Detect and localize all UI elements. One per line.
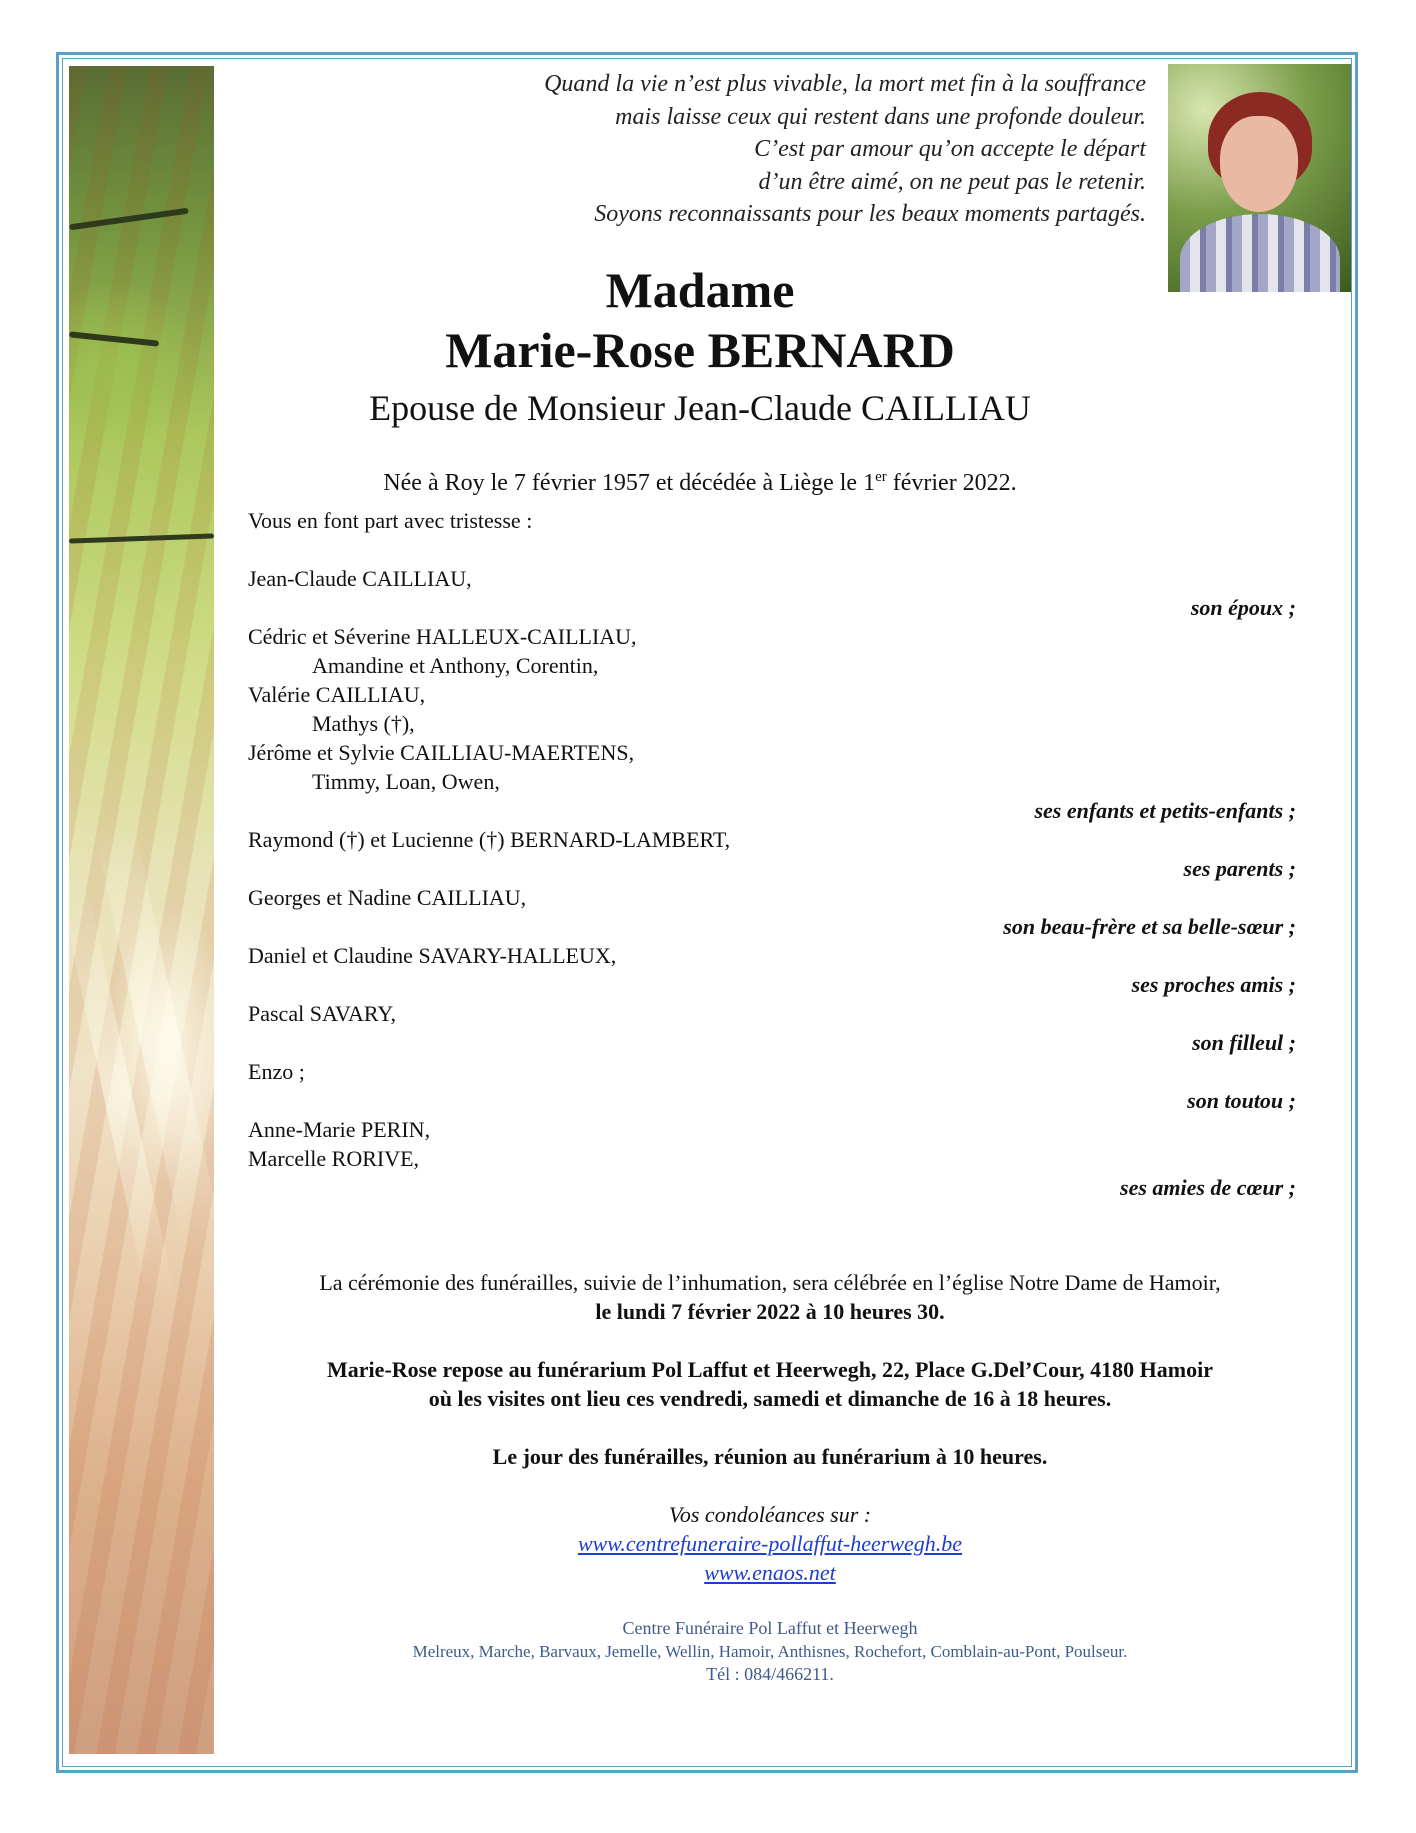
ceremony-block xyxy=(230,1268,1310,1587)
funeral-center-link[interactable]: www.centrefuneraire-pollaffut-heerwegh.be xyxy=(577,1531,963,1556)
poem-line: C’est par amour qu’on accepte le départ xyxy=(754,136,1146,162)
family-intro: Vous en font part avec tristesse : xyxy=(248,508,533,533)
dates-text: Née à Roy le 7 février 1957 et décédée à Liège le 1 xyxy=(383,470,876,496)
portrait-photo xyxy=(1168,64,1351,292)
birth-death-dates xyxy=(230,462,1170,498)
family-member-line: Amandine et Anthony, Corentin, xyxy=(312,653,599,678)
visits-line: où les visites ont lieu ces vendredi, samedi et dimanche de 16 à 18 heures. xyxy=(428,1386,1112,1411)
family-relation: son beau-frère et sa belle-sœur ; xyxy=(1003,914,1296,939)
poem-line: Soyons reconnaissants pour les beaux moments partagés. xyxy=(594,201,1146,227)
poem xyxy=(346,68,1146,231)
family-member-line: Pascal SAVARY, xyxy=(248,1001,396,1026)
ceremony-date: le lundi 7 février 2022 à 10 heures 30. xyxy=(595,1299,945,1324)
enaos-link[interactable]: www.enaos.net xyxy=(704,1560,836,1585)
family-member-line: Jean-Claude CAILLIAU, xyxy=(248,566,472,591)
family-member-line: Georges et Nadine CAILLIAU, xyxy=(248,885,527,910)
family-relation: ses parents ; xyxy=(1183,856,1296,881)
meeting-line: Le jour des funérailles, réunion au funérarium à 10 heures. xyxy=(492,1444,1048,1469)
family-list xyxy=(248,506,1296,1202)
family-member-line: Marcelle RORIVE, xyxy=(248,1146,420,1171)
family-relation: son filleul ; xyxy=(1192,1030,1296,1055)
footer-phone: Tél : 084/466211. xyxy=(706,1664,834,1684)
family-member-line: Anne-Marie PERIN, xyxy=(248,1117,431,1142)
family-relation: ses amies de cœur ; xyxy=(1120,1175,1296,1200)
footer-company: Centre Funéraire Pol Laffut et Heerwegh xyxy=(622,1618,918,1638)
dates-superscript: er xyxy=(875,469,887,485)
family-member-line: Cédric et Séverine HALLEUX-CAILLIAU, xyxy=(248,624,637,649)
ceremony-line: La cérémonie des funérailles, suivie de l’inhumation, sera célébrée en l’église Notre Dame de Hamoir, xyxy=(319,1270,1221,1295)
family-relation: son toutou ; xyxy=(1187,1088,1296,1113)
forest-path-image xyxy=(69,66,214,1754)
dates-text-end: février 2022. xyxy=(886,470,1017,496)
poem-line: d’un être aimé, on ne peut pas le retenir. xyxy=(758,168,1146,195)
spouse-line: Epouse de Monsieur Jean-Claude CAILLIAU xyxy=(369,388,1031,428)
deceased-name: Marie-Rose BERNARD xyxy=(445,322,955,378)
family-member-line: Daniel et Claudine SAVARY-HALLEUX, xyxy=(248,943,617,968)
family-member-line: Jérôme et Sylvie CAILLIAU-MAERTENS, xyxy=(248,740,635,765)
family-member-line: Mathys (†), xyxy=(312,711,415,736)
funerarium-line: Marie-Rose repose au funérarium Pol Laffut et Heerwegh, 22, Place G.Del’Cour, 4180 Hamoir xyxy=(327,1357,1213,1382)
family-member-line: Valérie CAILLIAU, xyxy=(248,682,426,707)
poem-line: Quand la vie n’est plus vivable, la mort met fin à la souffrance xyxy=(544,71,1146,97)
family-member-line: Enzo ; xyxy=(248,1059,305,1084)
family-relation: ses enfants et petits-enfants ; xyxy=(1034,798,1296,823)
condolences-label: Vos condoléances sur : xyxy=(668,1502,872,1527)
family-relation: son époux ; xyxy=(1190,595,1296,620)
honorific: Madame xyxy=(605,262,795,318)
family-relation: ses proches amis ; xyxy=(1131,972,1296,997)
family-member-line: Timmy, Loan, Owen, xyxy=(312,769,500,794)
footer xyxy=(230,1617,1310,1686)
poem-line: mais laisse ceux qui restent dans une profonde douleur. xyxy=(615,103,1146,130)
footer-towns: Melreux, Marche, Barvaux, Jemelle, Wellin, Hamoir, Anthisnes, Rochefort, Comblain-au-Pont, Poulseur. xyxy=(412,1642,1128,1661)
family-member-line: Raymond (†) et Lucienne (†) BERNARD-LAMBERT, xyxy=(248,827,731,852)
